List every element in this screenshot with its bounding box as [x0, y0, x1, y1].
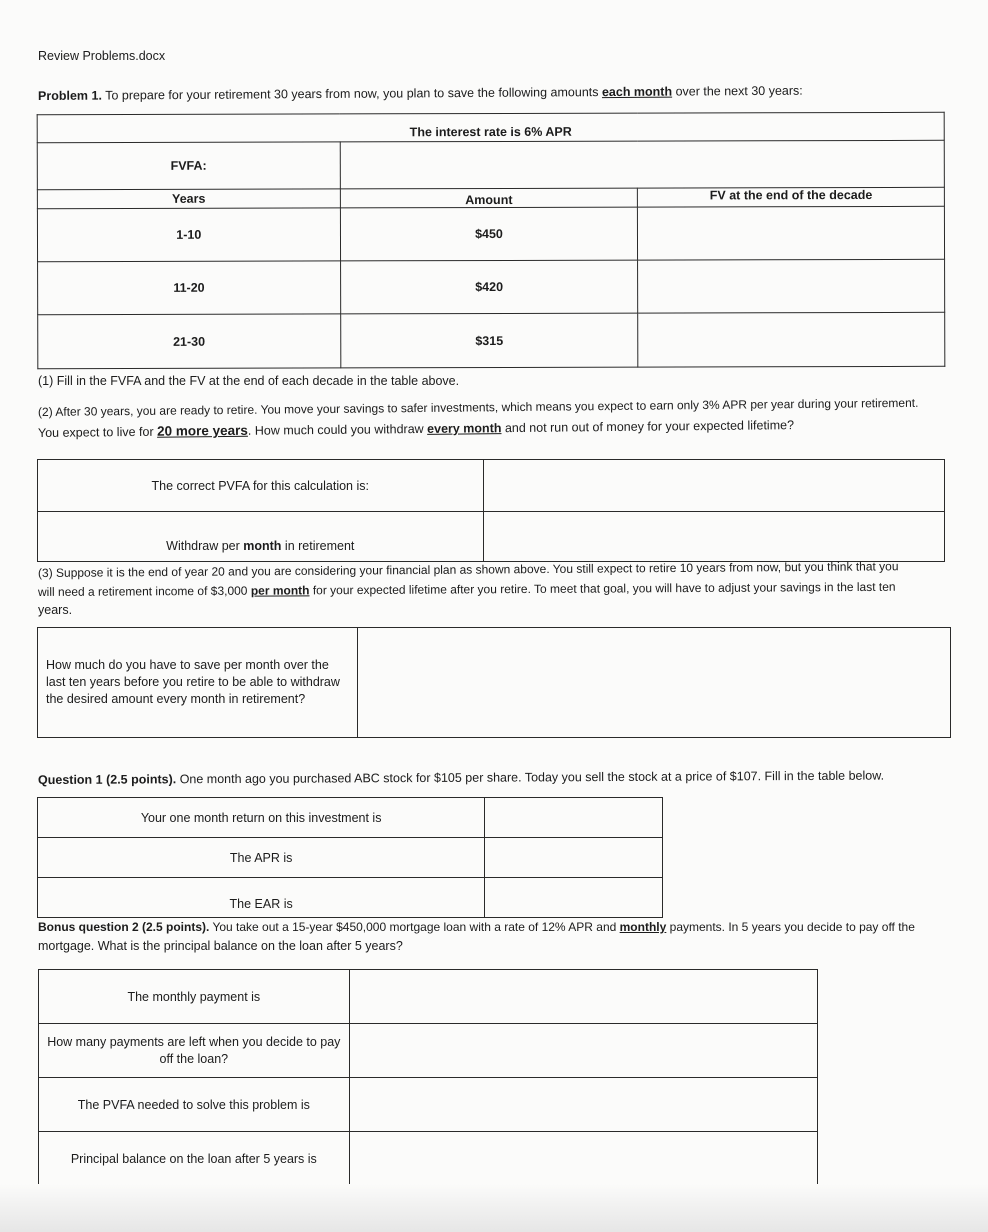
question-1-instruction: (1) Fill in the FVFA and the FV at the end of each decade in the table above. — [38, 374, 460, 388]
question-3-line1: (3) Suppose it is the end of year 20 and you are considering your financial plan as shown above. You still expect to retire 10 years from now, but you think that you — [37, 559, 899, 580]
mortgage-table — [38, 969, 818, 1186]
interest-rate-title: The interest rate is 6% APR — [37, 112, 944, 142]
withdraw-input-cell[interactable] — [483, 512, 944, 562]
retirement-withdrawal-table — [37, 459, 945, 562]
monthly-payment-input[interactable] — [349, 970, 817, 1024]
question-3-line3: years. — [38, 603, 73, 617]
payments-left-input[interactable] — [349, 1024, 817, 1078]
years-cell: 1-10 — [37, 208, 340, 262]
amount-cell: $420 — [340, 260, 638, 314]
stock-return-table — [37, 797, 663, 918]
ear-input[interactable] — [485, 878, 663, 918]
savings-question-cell: How much do you have to save per month over the last ten years before you retire to be able to withdraw the desired amount every month in retirement? — [38, 628, 358, 738]
withdraw-label: Withdraw per month in retirement — [38, 512, 484, 562]
pvfa-label: The correct PVFA for this calculation is: — [38, 460, 484, 512]
pvfa-needed-input[interactable] — [349, 1078, 817, 1132]
monthly-payment-label: The monthly payment is — [39, 970, 350, 1024]
ear-label: The EAR is — [38, 878, 485, 918]
one-month-return-input[interactable] — [485, 798, 663, 838]
question-1-stock-text: Question 1 (2.5 points). One month ago you purchased ABC stock for $105 per share. Today you sell the stock at a price of $107. Fill in the table below. — [37, 768, 885, 787]
scan-shadow — [0, 1184, 988, 1232]
fvfa-input-cell[interactable] — [340, 140, 944, 189]
savings-input-cell[interactable] — [357, 628, 950, 738]
question-2-line1: (2) After 30 years, you are ready to retire. You move your savings to safer investments, which means you expect to earn only 3% APR per year during your retirement. — [37, 395, 919, 419]
savings-table — [37, 112, 946, 369]
years-cell: 11-20 — [38, 261, 341, 315]
pvfa-needed-label: The PVFA needed to solve this problem is — [39, 1078, 350, 1132]
question-2-line2: You expect to live for 20 more years. How much could you withdraw every month and not run out of money for your expected lifetime? — [37, 418, 795, 440]
document-filename: Review Problems.docx — [38, 49, 166, 63]
problem1-label: Problem 1. — [37, 88, 102, 103]
amount-header: Amount — [340, 188, 638, 208]
fvfa-label: FVFA: — [37, 142, 340, 190]
apr-input[interactable] — [485, 838, 663, 878]
problem1-intro: Problem 1. To prepare for your retirement 30 years from now, you plan to save the following amounts each month over the next 30 years: — [37, 83, 803, 103]
question-3-line2: will need a retirement income of $3,000 per month for your expected lifetime after you retire. To meet that goal, you will have to adjust your savings in the last ten — [37, 579, 896, 599]
payments-left-label: How many payments are left when you decide to pay off the loan? — [39, 1024, 350, 1078]
pvfa-input-cell[interactable] — [483, 460, 944, 512]
amount-cell: $315 — [340, 313, 638, 368]
bonus-question-line1: Bonus question 2 (2.5 points). You take out a 15-year $450,000 mortgage loan with a rate of 12% APR and monthly payments. In 5 years you decide to pay off the — [38, 920, 915, 934]
fv-input-cell[interactable] — [638, 312, 945, 367]
years-cell: 21-30 — [38, 314, 341, 369]
apr-label: The APR is — [38, 838, 485, 878]
fv-header: FV at the end of the decade — [638, 187, 945, 207]
years-header: Years — [37, 189, 340, 209]
principal-balance-label: Principal balance on the loan after 5 years is — [39, 1132, 350, 1186]
fv-input-cell[interactable] — [638, 259, 945, 313]
monthly-savings-table — [37, 627, 951, 738]
one-month-return-label: Your one month return on this investment is — [38, 798, 485, 838]
bonus-question-line2: mortgage. What is the principal balance on the loan after 5 years? — [38, 939, 403, 953]
principal-balance-input[interactable] — [349, 1132, 817, 1186]
fv-input-cell[interactable] — [638, 206, 945, 260]
amount-cell: $450 — [340, 207, 638, 261]
